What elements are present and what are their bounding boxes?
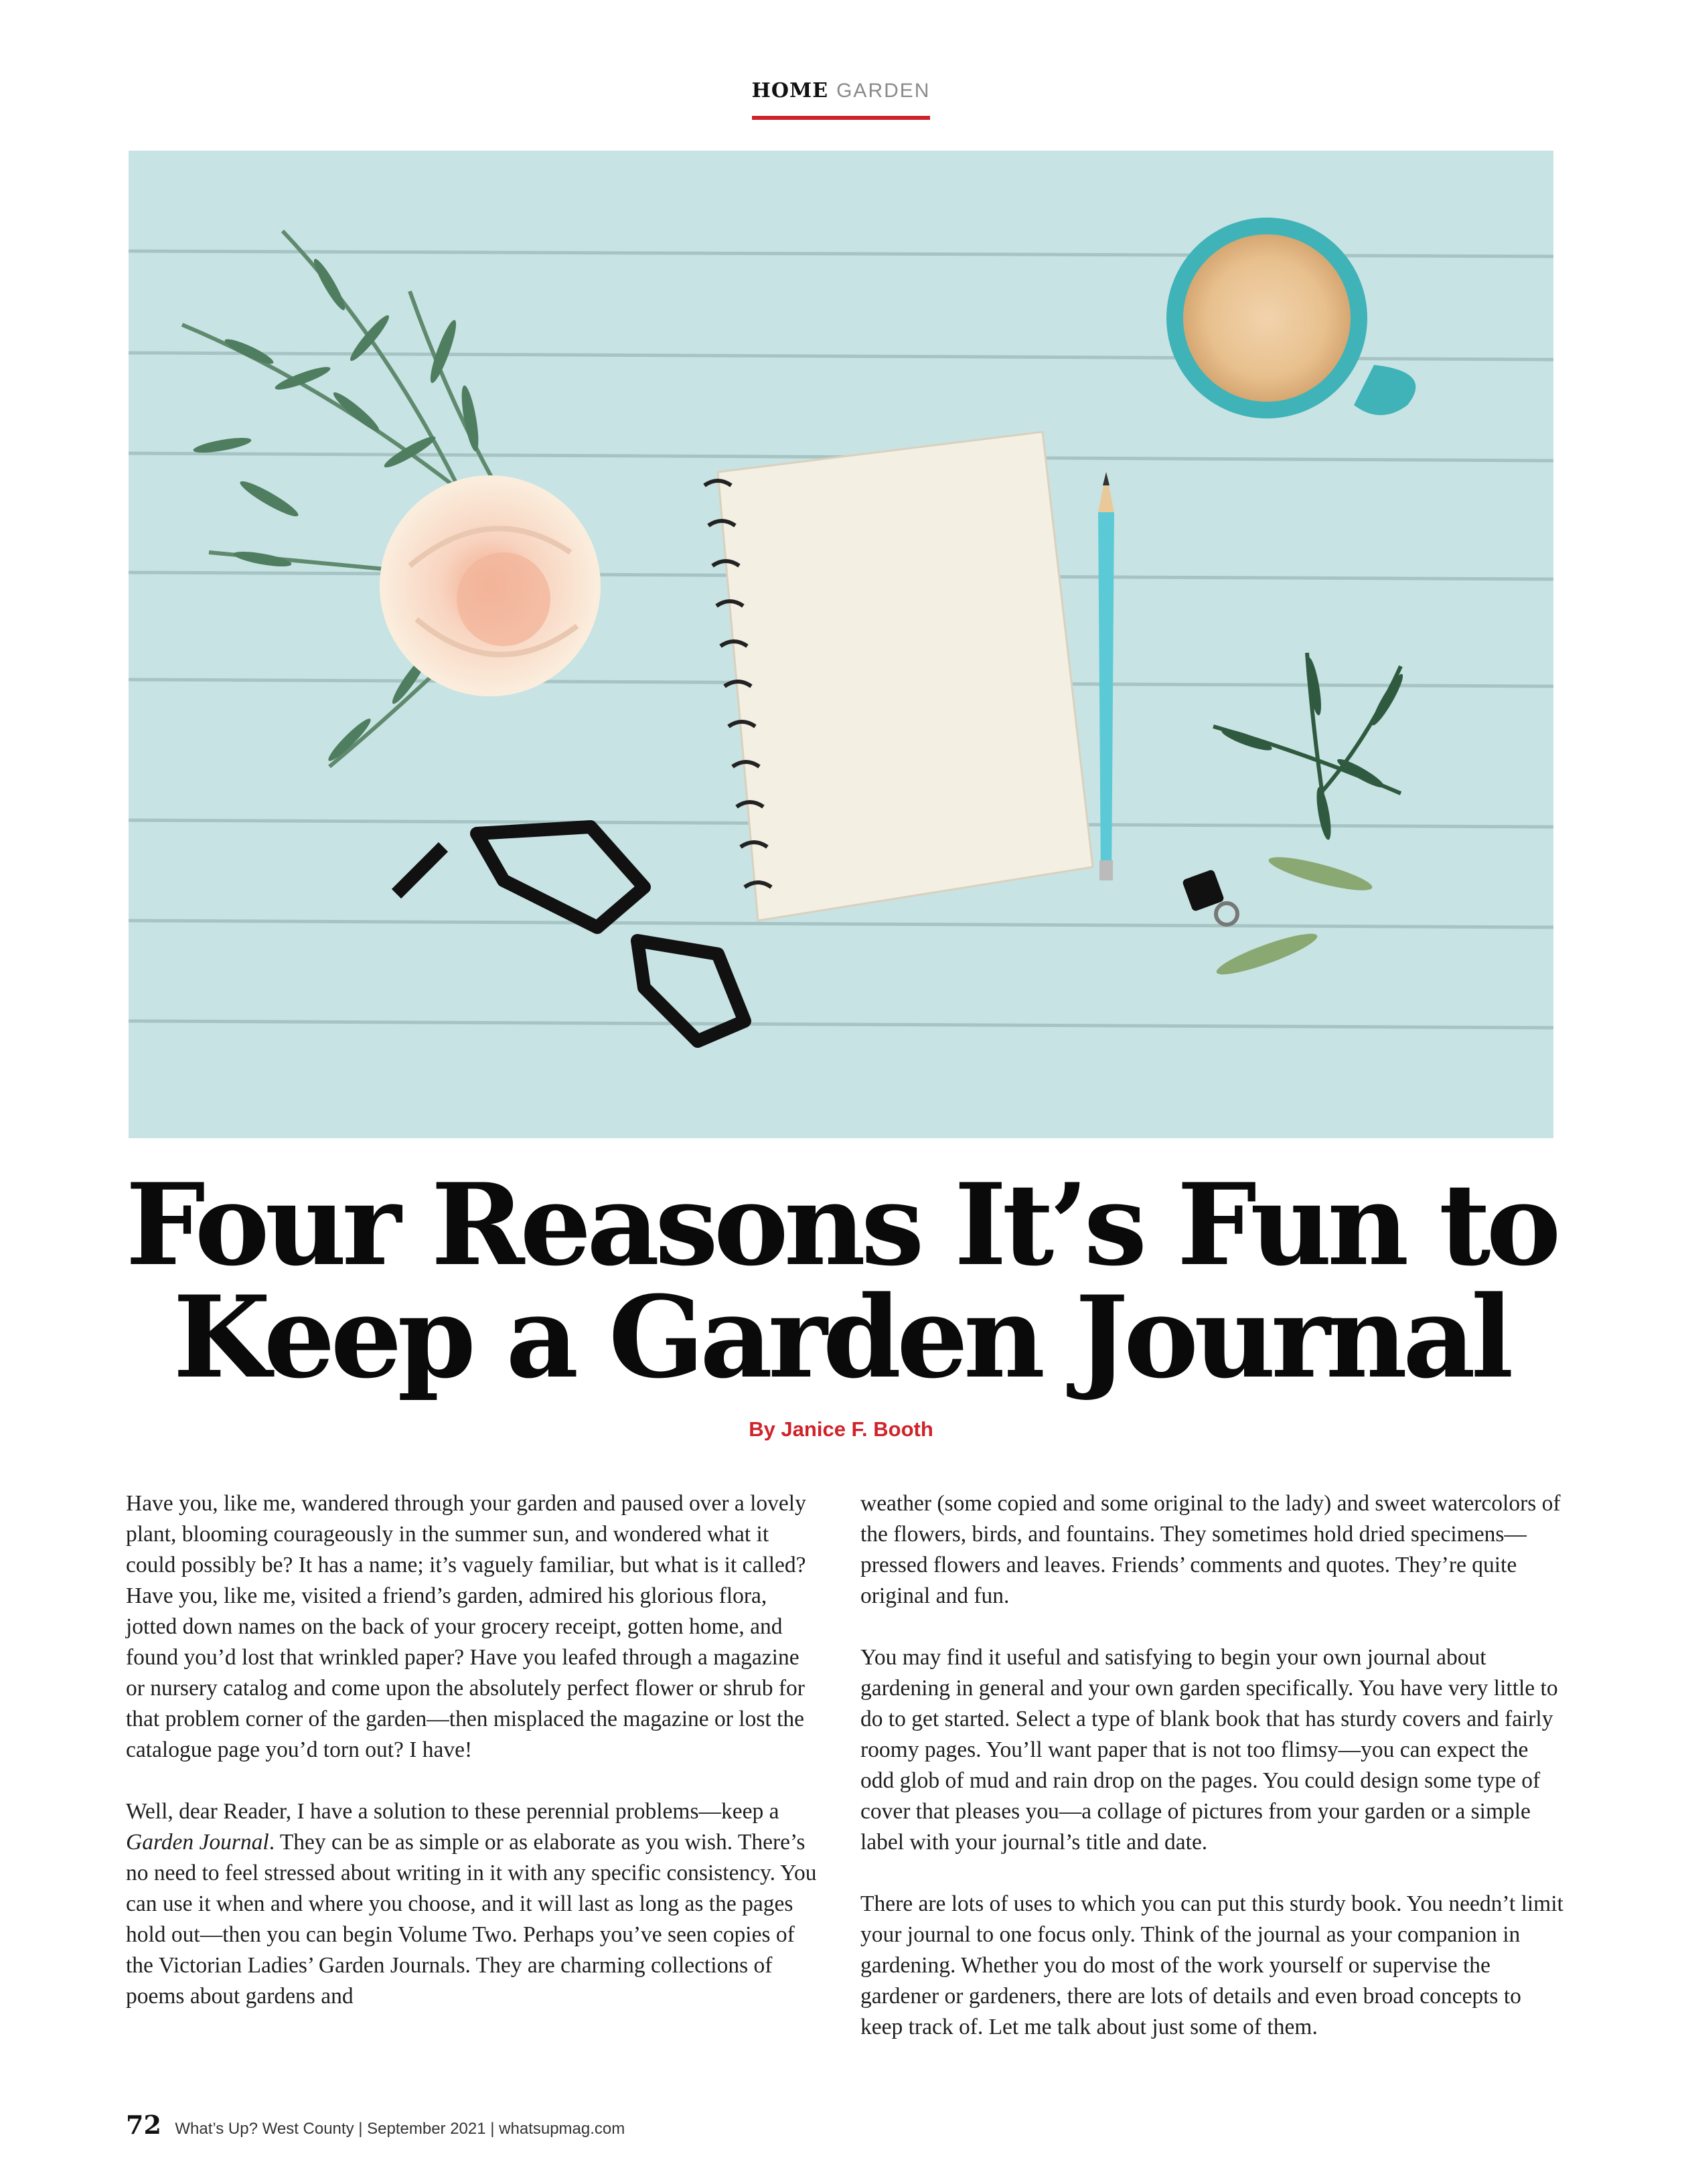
body-column-right xyxy=(860,1488,1565,2074)
paragraph: There are lots of uses to which you can put this sturdy book. You needn’t limit your journal to one focus only. Think of the journal as your companion in gardening. Whether you do most of the work yourself or supervise the gardener or gardeners, there are lots of details and even broad concepts to keep track of. Let me talk about just some of them. xyxy=(860,1891,1563,2039)
pencil xyxy=(1098,472,1114,880)
section-label xyxy=(752,79,931,120)
publication-info: What’s Up? West County | September 2021 | whatsupmag.com xyxy=(175,2120,625,2138)
hero-photo xyxy=(129,151,1553,1138)
paragraph-text: . They can be as simple or as elaborate as you wish. There’s no need to feel stressed about writing in it with any specific consistency. You can use it when and where you choose, and it will last as long as the pages hold out—then you can begin Volume Two. Perhaps you’ve seen copies of the Victorian Ladies’ Garden Journals. They are charming collections of poems about gardens and xyxy=(126,1830,817,2009)
byline: By Janice F. Booth xyxy=(749,1417,933,1441)
spiral-notebook xyxy=(704,432,1093,921)
article-title xyxy=(0,1158,1682,1403)
paragraph: weather (some copied and some original to the lady) and sweet watercolors of the flowers, birds, and fountains. They sometimes hold dried specimens—pressed flowers and leaves. Friends’ comments and quotes. They’re quite original and fun. xyxy=(860,1491,1561,1608)
page-number: 72 xyxy=(126,2110,161,2140)
page-footer xyxy=(126,2110,625,2140)
section-primary: HOME xyxy=(751,79,829,102)
section-secondary: GARDEN xyxy=(836,80,931,102)
body-column-left xyxy=(126,1488,819,2043)
paragraph: You may find it useful and satisfying to begin your own journal about gardening in general and your own garden specifically. You have very little to do to get started. Select a type of blank book that has sturdy covers and fairly roomy pages. You’ll want paper that is not too flimsy—you can expect the odd glob of mud and rain drop on the pages. You could design some type of cover that pleases you—a collage of pictures from your garden or a simple label with your journal’s title and date. xyxy=(860,1645,1558,1855)
paragraph-text: Well, dear Reader, I have a solution to these perennial problems—keep a xyxy=(126,1799,779,1824)
paragraph xyxy=(126,1796,819,2012)
section-header xyxy=(0,79,1682,120)
title-line-2: Keep a Garden Journal xyxy=(173,1271,1509,1403)
paragraph: Have you, like me, wandered through your garden and paused over a lovely plant, blooming courageously in the summer sun, and wondered what it could possibly be? It has a name; it’s vaguely familiar, but what is it called? Have you, like me, visited a friend’s garden, admired his glorious flora, jotted down names on the back of your grocery receipt, gotten home, and found you’d lost that wrinkled paper? Have you leafed through a magazine or nursery catalog and come upon the absolutely perfect flower or shrub for that problem corner of the garden—then misplaced the magazine or lost the catalogue page you’d torn out? I have! xyxy=(126,1491,806,1762)
italic-title: Garden Journal xyxy=(126,1830,269,1855)
rose-flower xyxy=(380,475,601,696)
hero-photo-illustration xyxy=(129,151,1553,1138)
title-line-1: Four Reasons It’s Fun to xyxy=(125,1158,1557,1291)
